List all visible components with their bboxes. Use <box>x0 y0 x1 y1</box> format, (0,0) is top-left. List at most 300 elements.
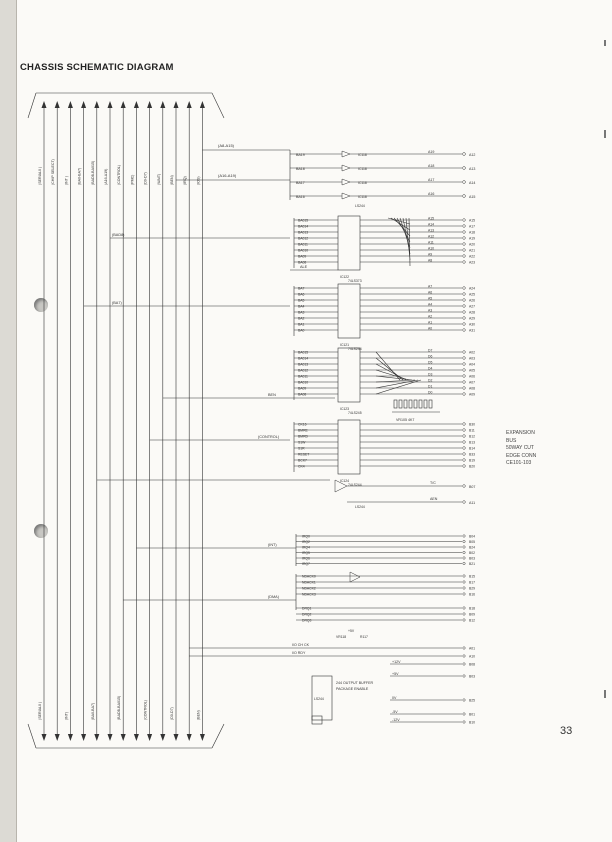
signal-label: T/C <box>430 481 436 485</box>
edge-pin-label: A12 <box>469 153 476 157</box>
pin-label: CK16 <box>298 422 307 427</box>
output-label: D0 <box>428 390 433 395</box>
output-label: D7 <box>428 348 433 353</box>
edge-connector-pin <box>463 255 466 258</box>
edge-pin-label: A10 <box>469 654 476 659</box>
expansion-label-line: CE101-103 <box>506 460 532 466</box>
ic-part-label: 74LS244 <box>348 483 362 487</box>
edge-pin-label: A01 <box>469 646 476 651</box>
output-label: A0 <box>428 326 433 331</box>
power-label: 0V <box>392 696 397 700</box>
edge-pin-label: A06 <box>469 374 476 379</box>
bus-arrow-up <box>68 101 73 108</box>
edge-connector-pin <box>463 293 466 296</box>
bus-arrow-down <box>68 734 73 741</box>
ic-label: IC118 <box>358 181 367 185</box>
edge-pin-label: B09 <box>469 612 476 617</box>
edge-pin-label: B03 <box>469 674 476 679</box>
power-label: +12V <box>392 660 401 664</box>
output-label: A3 <box>428 308 433 313</box>
buffer-gate <box>342 193 350 199</box>
expansion-label-line: 50WAY CUT <box>506 445 534 451</box>
edge-connector-pin <box>463 387 466 390</box>
signal-label: +5V <box>348 629 355 633</box>
ic-label: IC118 <box>358 153 367 157</box>
output-label: A14 <box>428 222 435 227</box>
bottom-bracket <box>212 724 224 748</box>
top-bus-label: (BEN) <box>170 175 174 185</box>
edge-connector-pin <box>463 429 466 432</box>
bottom-bus-label: (SERIAL0 ) <box>38 701 42 720</box>
pin-label: NDACK3 <box>302 592 316 597</box>
edge-connector-pin <box>463 219 466 222</box>
signal-label: AEN <box>430 497 438 501</box>
edge-pin-label: B20 <box>469 464 476 469</box>
edge-pin-label: B12 <box>469 434 476 439</box>
bus-label: BEN <box>268 393 276 397</box>
edge-pin-label: B16 <box>469 592 476 597</box>
pin-label: BA012 <box>298 236 309 241</box>
edge-pin-label: A25 <box>469 292 476 297</box>
bus-arrow-up <box>200 101 205 108</box>
edge-pin-label: B33 <box>469 452 476 457</box>
pin-label: IRQ6 <box>302 556 310 561</box>
bus-arrow-down <box>134 734 139 741</box>
pin-label: RESET <box>298 452 310 457</box>
top-bus-label: (PMC) <box>130 174 135 185</box>
note-text: PACKAGE ENABLE <box>336 687 369 691</box>
edge-connector-pin <box>463 647 465 649</box>
edge-pin-label: B18 <box>469 606 476 611</box>
ic-part-label: 74LS373 <box>348 279 362 283</box>
edge-connector-pin <box>463 351 466 354</box>
output-label: A11 <box>428 240 434 245</box>
top-bracket <box>212 93 224 118</box>
right-edge-mark <box>604 690 606 698</box>
signal-label: I/O RDY <box>292 651 306 655</box>
ic-label: IC122 <box>340 275 350 279</box>
edge-connector-pin <box>463 713 465 715</box>
buffer-gate <box>342 179 350 185</box>
page-title: CHASSIS SCHEMATIC DIAGRAM <box>20 62 174 73</box>
bus-arrow-down <box>94 734 99 741</box>
edge-pin-label: A30 <box>469 322 476 327</box>
bus-label: (A16-A19) <box>218 173 237 178</box>
ic-label: IC118 <box>358 195 367 199</box>
bus-arrow-up <box>121 101 126 108</box>
edge-pin-label: B04 <box>469 534 476 539</box>
output-label: A12 <box>428 234 435 239</box>
pin-label: BCK7 <box>298 458 307 463</box>
pin-label: BA16 <box>296 195 305 199</box>
resistor <box>399 400 402 408</box>
pin-label: NDACK1 <box>302 580 316 585</box>
pin-label: BA19 <box>296 153 305 157</box>
pin-label: BA7 <box>298 286 305 291</box>
pin-label: BA6 <box>298 292 305 297</box>
pin-label: BA012 <box>298 368 309 373</box>
bus-arrow-up <box>174 101 179 108</box>
ic-part-label: 74LS245 <box>348 411 362 415</box>
edge-connector-pin <box>463 167 466 170</box>
output-label: A4 <box>428 302 433 307</box>
buffer-gate <box>350 572 360 582</box>
output-label: D5 <box>428 360 433 365</box>
edge-pin-label: A28 <box>469 310 476 315</box>
pin-label: BA5 <box>298 298 305 303</box>
edge-connector-pin <box>463 535 465 537</box>
edge-pin-label: B11 <box>469 428 475 433</box>
edge-connector-pin <box>463 237 466 240</box>
edge-pin-label: A08 <box>469 386 476 391</box>
edge-connector-pin <box>463 375 466 378</box>
bus-arrow-up <box>134 101 139 108</box>
pin-label: BA3 <box>298 310 305 315</box>
ic-body <box>338 216 360 270</box>
edge-pin-label: A14 <box>469 181 476 185</box>
edge-pin-label: A15 <box>469 218 476 223</box>
edge-pin-label: A26 <box>469 298 476 303</box>
pin-label: IRQ4 <box>302 545 310 550</box>
pin-label: BMRD <box>298 434 308 439</box>
pin-label: BA09 <box>298 386 307 391</box>
bus-label: ALE <box>300 265 308 269</box>
top-bus-label: (INT ) <box>64 175 69 185</box>
bus-label: (INT) <box>268 543 277 547</box>
edge-pin-label: B12 <box>469 618 476 623</box>
bottom-bus-label: (BA0-BA7) <box>90 702 95 720</box>
signal-label: R117 <box>360 635 368 639</box>
bus-arrow-down <box>81 734 86 741</box>
edge-connector-pin <box>463 575 465 577</box>
top-bus-label: (IOS) <box>196 176 201 185</box>
output-label: D3 <box>428 372 433 377</box>
edge-connector-pin <box>463 231 466 234</box>
right-edge-mark <box>604 40 606 46</box>
bottom-bus-label: (INT) <box>64 711 69 720</box>
edge-pin-label: B25 <box>469 698 476 703</box>
edge-connector-pin <box>463 423 466 426</box>
ic-part-label: LS244 <box>355 505 365 509</box>
pin-label: BA08 <box>298 392 307 397</box>
pin-label: BA014 <box>298 224 309 229</box>
pin-label: IRQ2 <box>302 540 310 544</box>
bus-arrow-down <box>160 734 165 741</box>
bus-arrow-down <box>200 734 205 741</box>
bus-arrow-down <box>187 734 192 741</box>
pin-label: BA010 <box>298 380 309 385</box>
bus-arrow-down <box>147 734 152 741</box>
bus-label: (DMA) <box>268 595 279 599</box>
pin-label: BA015 <box>298 218 309 223</box>
edge-connector-pin <box>463 453 466 456</box>
edge-pin-label: A11 <box>469 501 476 505</box>
edge-connector-pin <box>463 546 465 548</box>
resistor-label: VR105 4K7 <box>396 418 415 422</box>
edge-pin-label: A19 <box>469 236 476 241</box>
resistor <box>419 400 422 408</box>
bus-arrow-up <box>42 101 47 108</box>
output-label: A7 <box>428 284 433 289</box>
bottom-bracket <box>28 724 36 748</box>
ic-label: IC118 <box>358 167 367 171</box>
power-label: +5V <box>392 672 399 676</box>
ic-label: IC121 <box>340 343 350 347</box>
edge-connector-pin <box>463 305 466 308</box>
output-label: A6 <box>428 290 433 295</box>
edge-connector-pin <box>463 363 466 366</box>
output-label: A1 <box>428 320 433 325</box>
edge-pin-label: A21 <box>469 248 476 253</box>
edge-connector-pin <box>463 317 466 320</box>
pin-label: S1W <box>298 440 306 445</box>
output-label: D2 <box>428 378 433 383</box>
edge-connector-pin <box>463 357 466 360</box>
output-label: A18 <box>428 164 435 168</box>
bottom-bus-label: (BADB-BA015) <box>117 695 122 720</box>
output-label: D1 <box>428 384 433 389</box>
edge-pin-label: A03 <box>469 356 476 361</box>
bus-arrow-up <box>55 101 60 108</box>
buffer-gate <box>342 165 350 171</box>
bus-arrow-down <box>42 734 47 741</box>
edge-connector-pin <box>463 369 466 372</box>
edge-pin-label: A18 <box>469 230 476 235</box>
expansion-label-line: BUS <box>506 437 517 444</box>
pin-label: BA1 <box>298 322 305 327</box>
resistor <box>409 400 412 408</box>
note-text: 244 OUTPUT BUFFER <box>336 681 374 685</box>
pin-label: BA2 <box>298 316 305 321</box>
ic-body <box>338 420 360 474</box>
bus-arrow-down <box>108 734 113 741</box>
edge-connector-pin <box>463 699 465 701</box>
edge-pin-label: B17 <box>469 580 476 585</box>
edge-connector-pin <box>463 323 466 326</box>
edge-pin-label: B13 <box>469 440 476 445</box>
expansion-bus-label <box>506 430 536 468</box>
bus-label: (A8-A15) <box>218 143 235 148</box>
edge-pin-label: B14 <box>469 446 476 451</box>
edge-connector-pin <box>463 181 466 184</box>
top-bus-label: (BADB-BA015) <box>90 160 95 185</box>
edge-connector-pin <box>463 613 465 615</box>
pin-label: IRQ7 <box>302 562 310 566</box>
edge-connector-pin <box>463 587 465 589</box>
edge-connector-pin <box>463 393 466 396</box>
edge-connector-pin <box>463 501 466 504</box>
edge-connector-pin <box>463 329 466 332</box>
edge-connector-pin <box>463 607 465 609</box>
output-label: D4 <box>428 366 433 371</box>
buffer-gate <box>342 151 350 157</box>
top-bus-label: (SERIAL0 ) <box>38 166 42 185</box>
edge-connector-pin <box>463 381 466 384</box>
pin-label: DRQ3 <box>302 618 312 623</box>
bus-arrow-up <box>147 101 152 108</box>
edge-connector-pin <box>463 562 465 564</box>
output-label: A15 <box>428 216 435 221</box>
resistor <box>404 400 407 408</box>
edge-pin-label: B08 <box>469 662 476 667</box>
top-bus-label: (CHIP SELECT) <box>51 159 56 185</box>
pin-label: BA014 <box>298 356 309 361</box>
edge-pin-label: A29 <box>469 316 476 321</box>
output-label: A9 <box>428 252 433 257</box>
edge-connector-pin <box>463 195 466 198</box>
edge-connector-pin <box>463 441 466 444</box>
edge-connector-pin <box>463 465 466 468</box>
power-label: -5V <box>392 710 398 714</box>
pin-label: BA4 <box>298 304 305 309</box>
pin-label: BA18 <box>296 167 305 171</box>
pin-label: BMRE <box>298 428 308 433</box>
edge-pin-label: B21 <box>469 562 476 566</box>
edge-pin-label: A20 <box>469 242 476 247</box>
ic-label: IC123 <box>340 407 350 411</box>
top-bus-label: (A16-A19) <box>104 168 108 185</box>
edge-pin-label: B02 <box>469 551 476 555</box>
ic-part-label: LS244 <box>314 697 324 701</box>
edge-connector-pin <box>463 655 465 657</box>
resistor <box>424 400 427 408</box>
ic-label: IC124 <box>340 479 350 483</box>
signal-label: I/O CH CK <box>292 643 309 647</box>
pin-label: NDACK2 <box>302 586 316 591</box>
pin-label: BA015 <box>298 350 309 355</box>
output-label: A17 <box>428 178 435 182</box>
edge-connector-pin <box>463 619 465 621</box>
edge-pin-label: B05 <box>469 540 476 544</box>
pin-label: BA010 <box>298 248 309 253</box>
edge-connector-pin <box>463 551 465 553</box>
pin-label: DRQ1 <box>302 606 312 611</box>
bus-label: (BA7) <box>112 301 122 305</box>
top-bus-label: (CONTROL) <box>117 165 122 185</box>
edge-connector-pin <box>463 311 466 314</box>
pin-label: BA013 <box>298 362 309 367</box>
top-bus-label: (WAIT) <box>156 173 161 185</box>
ic-body <box>338 284 360 338</box>
edge-pin-label: A24 <box>469 286 476 291</box>
bus-arrow-up <box>160 101 165 108</box>
edge-connector-pin <box>463 261 466 264</box>
signal-label: VR118 <box>336 635 347 639</box>
top-bus-label: (IRQ) <box>183 176 188 185</box>
edge-pin-label: B15 <box>469 574 476 579</box>
edge-connector-pin <box>463 663 465 665</box>
power-label: -12V <box>392 718 400 722</box>
edge-connector-pin <box>463 299 466 302</box>
resistor <box>414 400 417 408</box>
edge-connector-pin <box>463 540 465 542</box>
edge-connector-pin <box>463 287 466 290</box>
pin-label: BA08 <box>298 260 307 265</box>
ic-body <box>338 348 360 402</box>
edge-connector-pin <box>463 593 465 595</box>
edge-pin-label: B29 <box>469 586 476 591</box>
pin-label: S1R <box>298 446 305 451</box>
output-label: A16 <box>428 192 435 196</box>
expansion-label-line: EDGE CONN <box>506 452 537 459</box>
pin-label: CK4 <box>298 464 305 469</box>
edge-connector-pin <box>463 557 465 559</box>
output-label: A8 <box>428 258 433 263</box>
edge-connector-pin <box>463 459 466 462</box>
edge-pin-label: A13 <box>469 167 476 171</box>
edge-connector-pin <box>463 485 466 488</box>
edge-pin-label: B01 <box>469 712 476 717</box>
edge-pin-label: A07 <box>469 380 476 385</box>
edge-pin-label: B07 <box>469 485 476 489</box>
top-bus-label: (D0-D7) <box>143 172 148 185</box>
edge-pin-label: A15 <box>469 195 476 199</box>
output-label: A5 <box>428 296 433 301</box>
bus-arrow-down <box>55 734 60 741</box>
edge-connector-pin <box>463 581 465 583</box>
output-label: A13 <box>428 228 435 233</box>
edge-pin-label: A02 <box>469 350 476 355</box>
pin-label: IRQ0 <box>302 534 310 539</box>
pin-label: BA0 <box>298 328 305 333</box>
bus-arrow-down <box>121 734 126 741</box>
edge-pin-label: A31 <box>469 328 476 333</box>
bus-arrow-up <box>94 101 99 108</box>
ic-part-label: 74LS244 <box>348 347 362 351</box>
ic-part-label: LS244 <box>355 204 365 208</box>
edge-pin-label: A04 <box>469 362 476 367</box>
pin-label: BA17 <box>296 181 305 185</box>
bus-label: (CONTROL) <box>258 435 280 439</box>
bus-arrow-up <box>81 101 86 108</box>
output-label: A2 <box>428 314 433 319</box>
edge-pin-label: B03 <box>469 556 476 561</box>
bottom-bus-label: (CONTROL) <box>143 700 148 720</box>
fan-wire <box>376 376 412 380</box>
bottom-bus-label: (D0-D7) <box>170 707 174 720</box>
edge-pin-label: B24 <box>469 545 476 550</box>
edge-pin-label: A05 <box>469 368 476 373</box>
edge-connector-pin <box>463 721 465 723</box>
page-number: 33 <box>560 725 573 737</box>
right-edge-mark <box>604 130 606 138</box>
resistor <box>429 400 432 408</box>
edge-connector-pin <box>463 243 466 246</box>
pin-label: BA011 <box>298 242 308 247</box>
edge-pin-label: A22 <box>469 254 476 259</box>
edge-pin-label: A23 <box>469 260 476 265</box>
edge-pin-label: B30 <box>469 422 476 427</box>
bus-arrow-down <box>174 734 179 741</box>
output-label: A10 <box>428 246 435 251</box>
resistor <box>394 400 397 408</box>
edge-connector-pin <box>463 249 466 252</box>
top-bracket <box>28 93 36 118</box>
expansion-label-line: EXPANSION <box>506 430 535 436</box>
pin-label: NDACK0 <box>302 574 316 579</box>
edge-connector-pin <box>463 435 466 438</box>
bus-arrow-up <box>187 101 192 108</box>
pin-label: BA013 <box>298 230 309 235</box>
top-bus-label: (BA0-BA7) <box>77 167 82 185</box>
edge-pin-label: A09 <box>469 392 476 397</box>
edge-pin-label: B10 <box>469 720 476 725</box>
edge-pin-label: A27 <box>469 304 476 309</box>
edge-connector-pin <box>463 447 466 450</box>
edge-pin-label: B19 <box>469 458 476 463</box>
bus-label: (BAD8) <box>112 233 125 237</box>
pin-label: BA09 <box>298 254 307 259</box>
